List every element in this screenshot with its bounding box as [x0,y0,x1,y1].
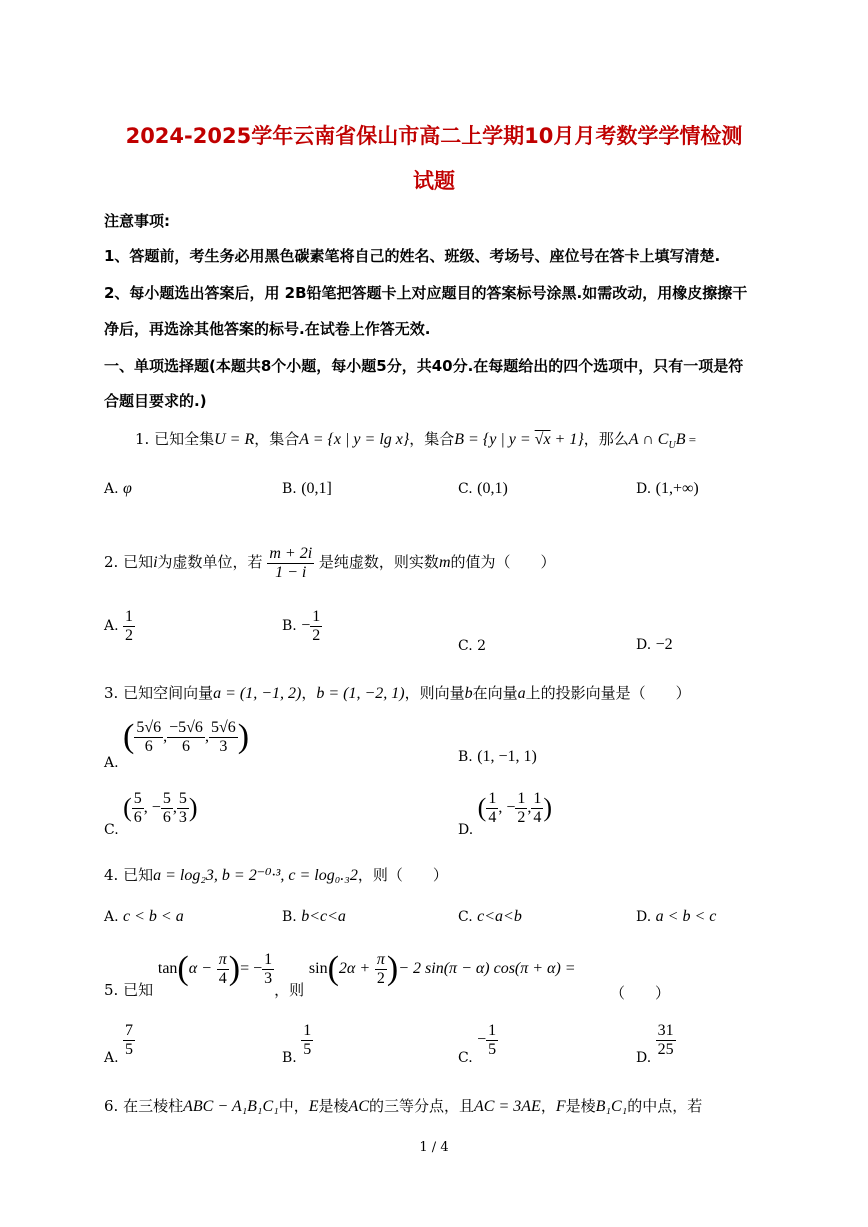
exam-title-line2: 试题 [413,169,455,193]
question-1 [135,428,696,451]
q2-text-1: 2. 已知 [104,553,154,572]
q3-option-b[interactable]: B. (1, −1, 1) [458,748,537,765]
q4-option-a[interactable]: A. c < b < a [104,908,184,925]
vector-b: b = (1, −2, 1) [316,685,405,702]
q6-prism: ABC − A₁B₁C₁ [183,1098,279,1115]
q1-target: A ∩ $C_UB$ = [628,431,697,452]
q1-text-1: 1. 已知全集 [135,430,215,448]
question-4: 4. 已知a = log₂3, b = 2⁻⁰·³, c = log₀.₃2，则（ ） [104,866,448,884]
sqrt-x: √x [534,431,551,448]
q4-option-c[interactable]: C. c<a<b [458,908,522,925]
q2-option-a[interactable]: A. $\frac{1}{2}$ [104,608,134,644]
q1-option-c[interactable]: C. (0,1) [458,480,508,497]
q1-set-b: B = {y | y = √x + 1} [454,431,584,448]
q5-option-b[interactable]: B. $\frac{1}{5}$ [282,1022,312,1067]
q2-fraction: $\frac{m + 2i}{1 - i}$ [269,545,313,581]
q1-option-a[interactable]: A. φ [104,480,132,497]
q4-option-b[interactable]: B. b<c<a [282,908,346,925]
q1-text-2: ，集合 [254,430,300,448]
q4-option-d[interactable]: D. a < b < c [636,908,717,925]
q1-option-b[interactable]: B. (0,1] [282,480,332,497]
section-1-line1: 一、单项选择题(本题共8个小题，每小题5分，共40分.在每题给出的四个选项中，只有一项是符 [104,357,744,375]
question-2 [104,545,556,581]
q2-option-b[interactable]: B. − $\frac{1}{2}$ [282,608,321,644]
q3-option-d[interactable]: D. ( $\frac{1}{4}$ , − $\frac{1}{2}$ , $\frac{1}{4}$ ) [458,790,553,839]
q5-answer-blank: （ ） [610,984,671,1002]
q1-set-a: A = {x | y = lg x} [299,431,410,448]
exam-title-line1: 2024-2025学年云南省保山市高二上学期10月月考数学学情检测 [125,124,743,148]
q1-text-3: ，集合 [409,430,455,448]
q2-imag-unit: i [153,554,158,572]
q3-option-a[interactable]: A. ( $\frac{5√6}{6}$ , $\frac{-5√6}{6}$ , $\frac{5√6}{3}$ ) [104,718,250,771]
q2-text-3: 是纯虚数，则实数 [318,553,439,572]
q5-option-d[interactable]: D. $\frac{31}{25}$ [636,1022,674,1067]
q5-option-a[interactable]: A. $\frac{7}{5}$ [104,1022,134,1067]
q2-text-2: 为虚数单位，若 [157,553,263,572]
section-1-line2: 合题目要求的.) [104,392,207,410]
q2-option-d[interactable]: D. −2 [636,636,673,653]
q1-text-4: ，那么 [583,430,629,448]
q1-universe: U = R [214,431,255,448]
q4-expression: a = log₂3, b = 2⁻⁰·³, c = log₀.₃2 [153,867,358,884]
q2-option-c[interactable]: C. 2 [458,638,487,654]
page-number: 1 / 4 [419,1140,449,1155]
notice-item-2a: 2、每小题选出答案后，用 2B铅笔把答题卡上对应题目的答案标号涂黑.如需改动，用橡皮擦擦干 [104,284,748,302]
q1-option-d[interactable]: D. (1,+∞) [636,480,699,497]
question-5: 5. 已知 tan(α − $\frac{\pi}{4}$ )= − $\frac{1}{3}$ ，则 sin(2α + $\frac{\pi}{2}$ )− 2 sin(π − α) cos(π + α) = [104,950,576,999]
notice-item-2b: 净后，再选涂其他答案的标号.在试卷上作答无效. [104,320,431,338]
notice-heading: 注意事项: [104,212,170,230]
question-6: 6. 在三棱柱ABC − A₁B₁C₁中，E是棱AC的三等分点，且AC = 3AE，F是棱B₁C₁的中点，若 [104,1097,703,1115]
q5-option-c[interactable]: C. − $\frac{1}{5}$ [458,1022,497,1067]
q2-var-m: m [438,554,451,572]
q2-text-4: 的值为（ ） [450,553,556,572]
notice-item-1: 1、答题前，考生务必用黑色碳素笔将自己的姓名、班级、考场号、座位号在答卡上填写清楚. [104,247,721,265]
q3-option-c[interactable]: C. ( $\frac{5}{6}$ , − $\frac{5}{6}$ , $\frac{5}{3}$ ) [104,790,198,839]
vector-a: a = (1, −1, 2) [213,685,302,702]
question-3: 3. 已知空间向量a = (1, −1, 2)，b = (1, −2, 1)，则向量b在向量a上的投影向量是（ ） [104,684,691,702]
